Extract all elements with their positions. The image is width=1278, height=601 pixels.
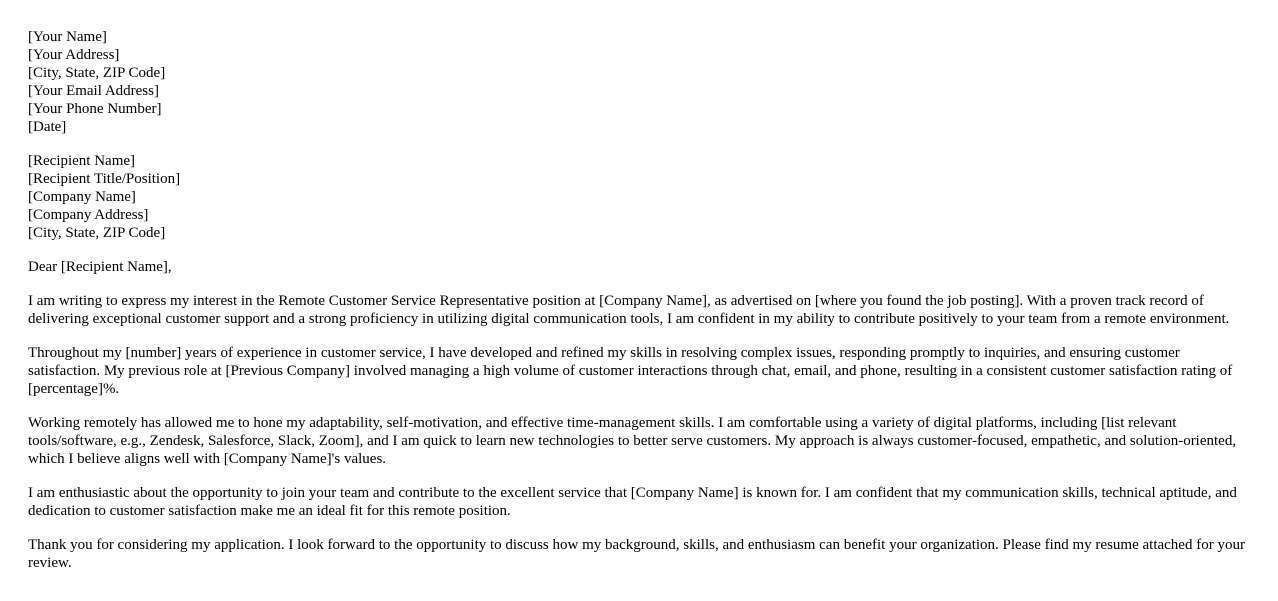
letter-date: [Date] bbox=[28, 119, 67, 135]
recipient-name: [Recipient Name] bbox=[28, 153, 136, 169]
sender-phone: [Your Phone Number] bbox=[28, 101, 162, 117]
sender-block bbox=[28, 28, 1258, 136]
recipient-company: [Company Name] bbox=[28, 189, 136, 205]
recipient-city-state-zip: [City, State, ZIP Code] bbox=[28, 225, 166, 241]
body-paragraph: Working remotely has allowed me to hone my adaptability, self-motivation, and effective time-management skills. I am comfortable using a variety of digital platforms, including [list relevant tools/software, e.g., Zendesk, Salesforce, Slack, Zoom], and I am quick to learn new technologies to better serve customers. My approach is always customer-focused, empathetic, and solution-oriented, which I believe aligns well with [Company Name]'s values. bbox=[28, 415, 1237, 467]
recipient-block bbox=[28, 152, 1258, 242]
sender-city-state-zip: [City, State, ZIP Code] bbox=[28, 65, 166, 81]
body-paragraph: Throughout my [number] years of experience in customer service, I have developed and refined my skills in resolving complex issues, responding promptly to inquiries, and ensuring customer satisfaction. My previous role at [Previous Company] involved managing a high volume of customer interactions through chat, email, and phone, resulting in a consistent customer satisfaction rating of [percentage]%. bbox=[28, 345, 1233, 397]
sender-email: [Your Email Address] bbox=[28, 83, 159, 99]
sender-address: [Your Address] bbox=[28, 47, 120, 63]
body-paragraph: I am writing to express my interest in the Remote Customer Service Representative position at [Company Name], as advertised on [where you found the job posting]. With a proven track record of delivering exceptional customer support and a strong proficiency in utilizing digital communication tools, I am confident in my ability to contribute positively to your team from a remote environment. bbox=[28, 293, 1230, 327]
recipient-title: [Recipient Title/Position] bbox=[28, 171, 181, 187]
salutation: Dear [Recipient Name], bbox=[28, 259, 172, 275]
recipient-address: [Company Address] bbox=[28, 207, 149, 223]
closing-paragraph: Thank you for considering my application. I look forward to the opportunity to discuss how my background, skills, and enthusiasm can benefit your organization. Please find my resume attached for your review. bbox=[28, 537, 1245, 571]
sender-name: [Your Name] bbox=[28, 29, 107, 45]
body-paragraph: I am enthusiastic about the opportunity to join your team and contribute to the excellent service that [Company Name] is known for. I am confident that my communication skills, technical aptitude, and dedication to customer satisfaction make me an ideal fit for this remote position. bbox=[28, 485, 1237, 519]
